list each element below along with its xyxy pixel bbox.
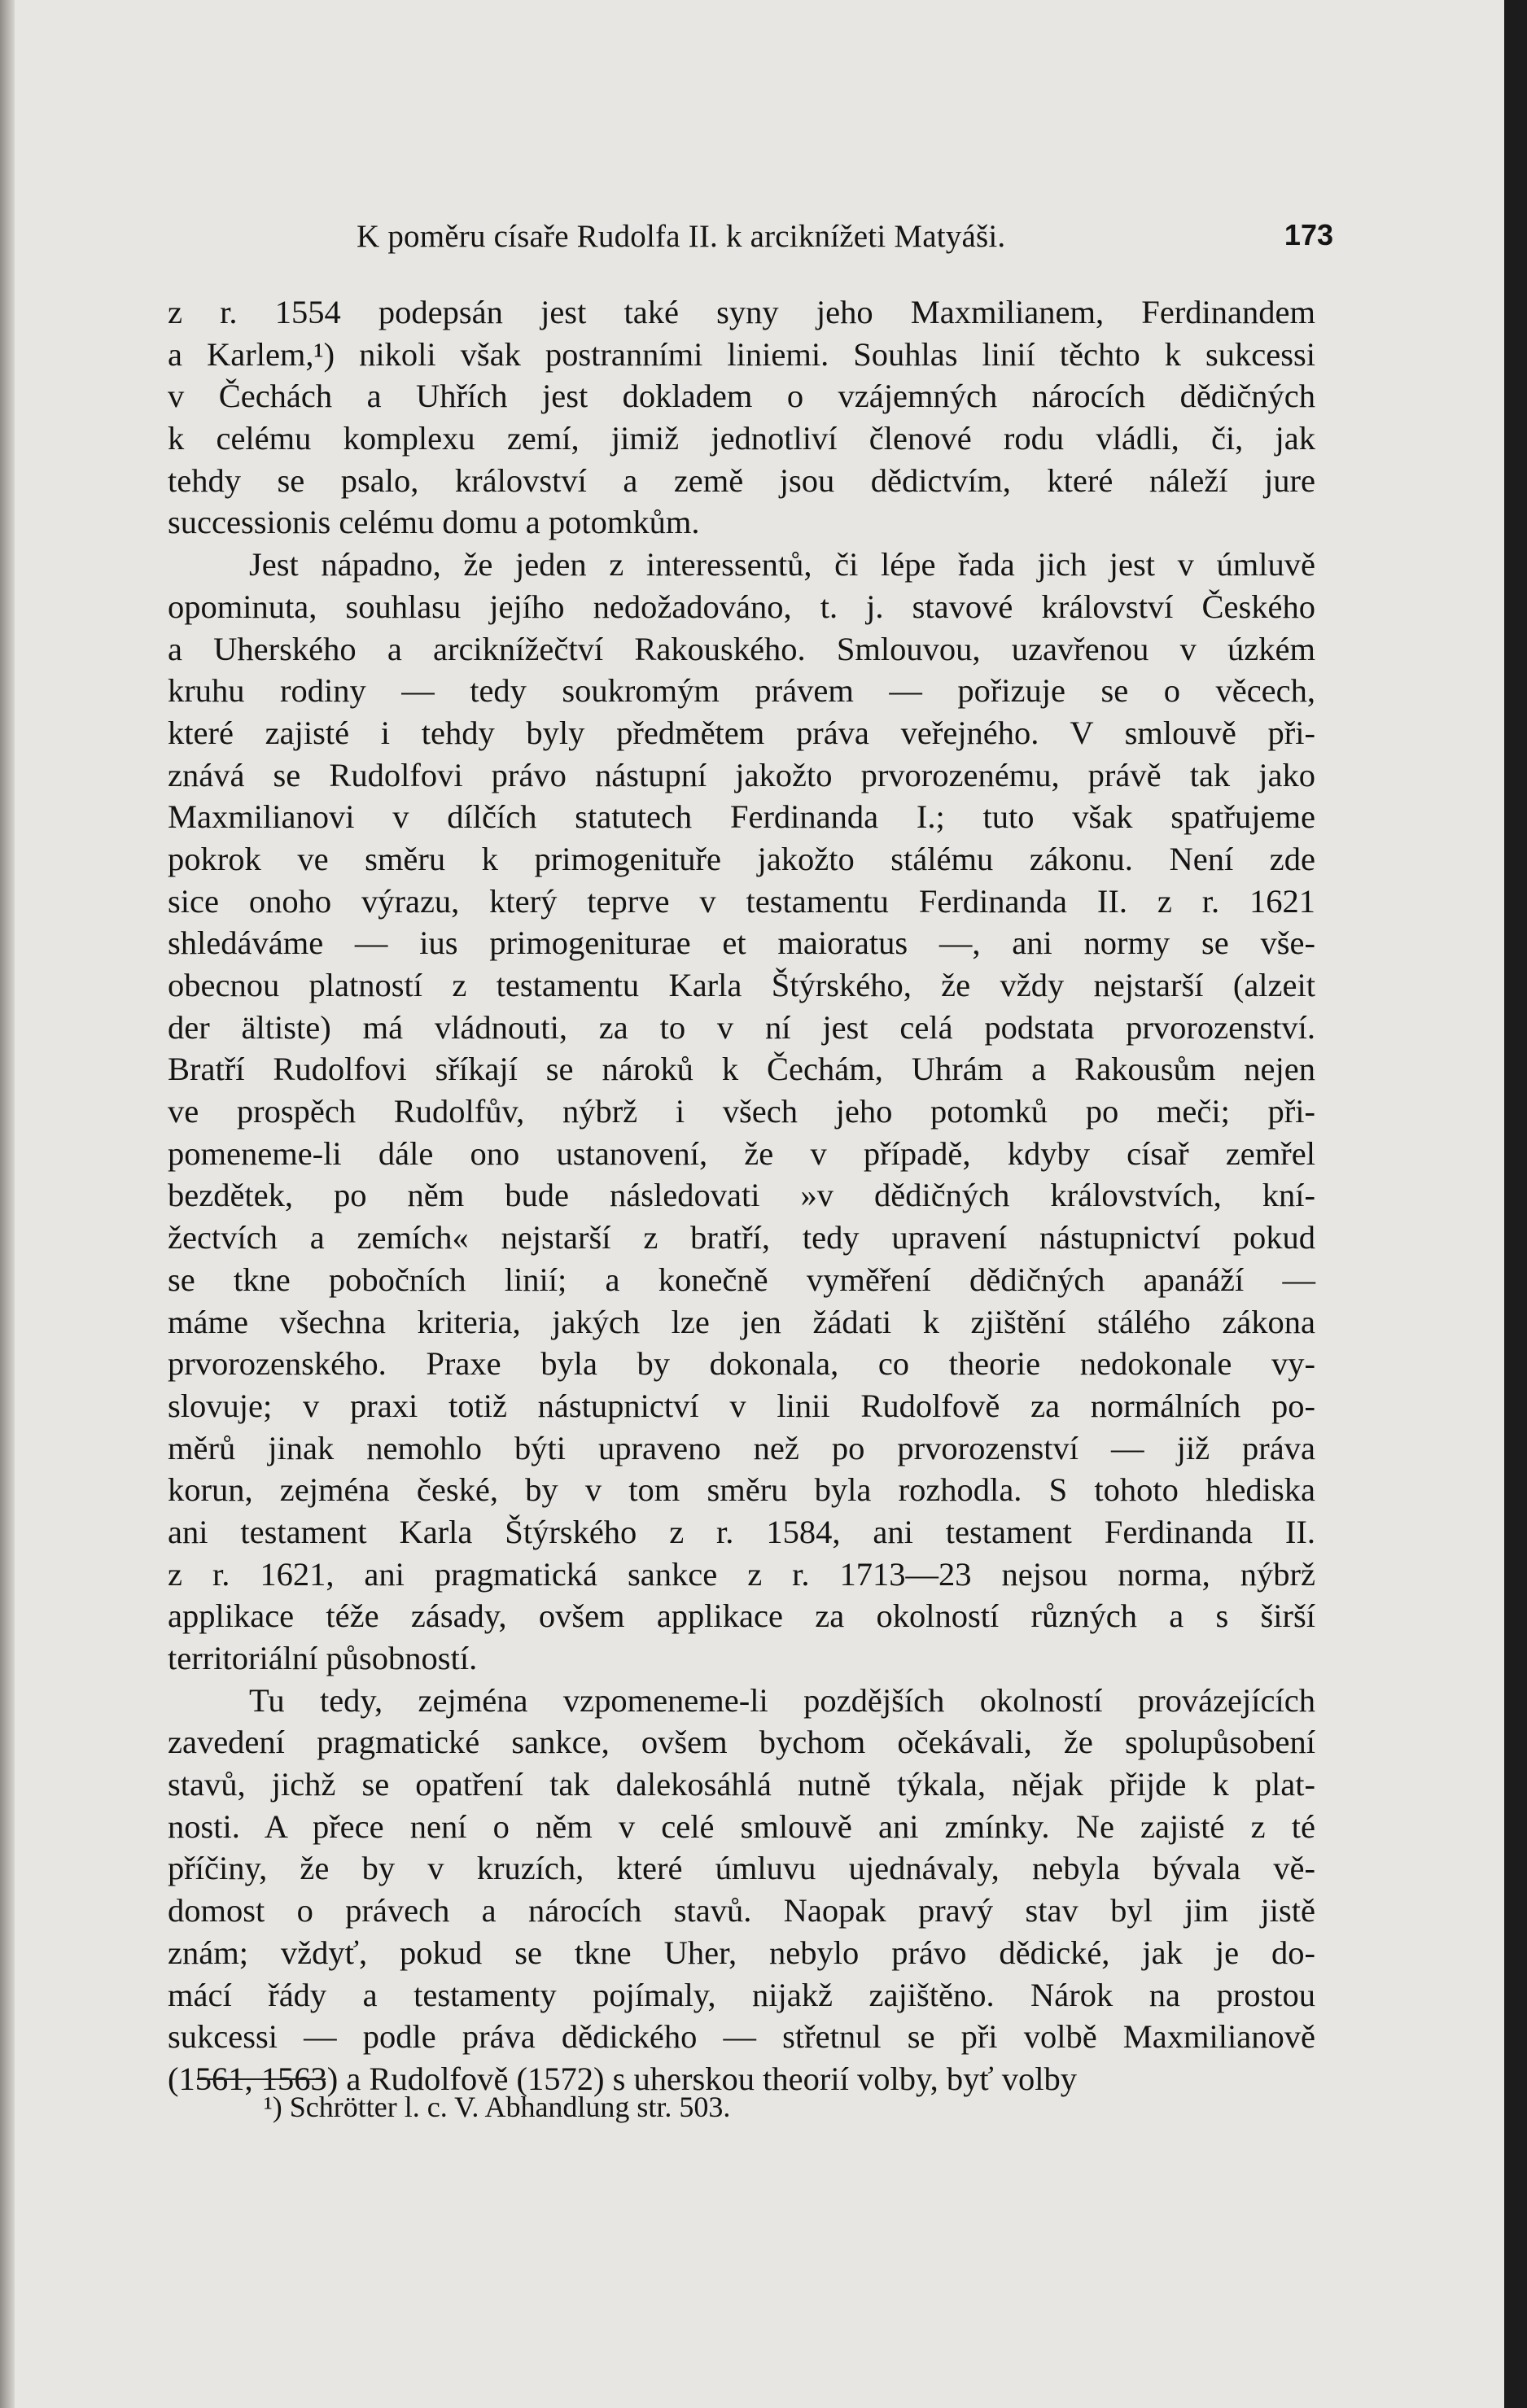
scan-edge-left: [0, 0, 15, 2408]
text-line: znám; vždyť, pokud se tkne Uher, nebylo právo dědické, jak je do-: [168, 1934, 1315, 1971]
text-line: tehdy se psalo, království a země jsou dědictvím, které náleží jure: [168, 461, 1315, 499]
text-line: z r. 1554 podepsán jest také syny jeho Maxmilianem, Ferdinandem: [168, 294, 1315, 330]
paragraph: [168, 1680, 1315, 2100]
text-line: obecnou platností z testamentu Karla Štýrského, že vždy nejstarší (alzeit: [168, 967, 1315, 1003]
text-line: Jest nápadno, že jeden z interessentů, či lépe řada jich jest v úmluvě: [249, 546, 1315, 583]
text-line: a Karlem,¹) nikoli však postranními liniemi. Souhlas linií těchto k sukcessi: [168, 335, 1315, 373]
text-line: měrů jinak nemohlo býti upraveno než po prvorozenství — již práva: [168, 1429, 1315, 1466]
text-line: Tu tedy, zejména vzpomeneme-li pozdějších okolností provázejících: [249, 1681, 1315, 1719]
text-line: znává se Rudolfovi právo nástupní jakožto prvorozenému, právě tak jako: [168, 756, 1315, 793]
text-line: pomeneme-li dále ono ustanovení, že v případě, kdyby císař zemřel: [168, 1134, 1315, 1172]
text-line: se tkne pobočních linií; a konečně vyměření dědičných apanáží —: [168, 1261, 1315, 1298]
text-line: bezdětek, po něm bude následovati »v dědičných královstvích, kní-: [168, 1177, 1315, 1214]
body-text: [168, 291, 1315, 2100]
text-line: mácí řády a testamenty pojímaly, nijakž zajištěno. Nárok na prostou: [168, 1976, 1315, 2013]
text-line: stavů, jichž se opatření tak dalekosáhlá nutně týkala, nějak přijde k plat-: [168, 1766, 1315, 1803]
page-number: 173: [1284, 218, 1333, 251]
text-line: k celému komplexu zemí, jimiž jednotliví členové rodu vládli, či, jak: [168, 420, 1315, 457]
text-line: které zajisté i tehdy byly předmětem práva veřejného. V smlouvě při-: [168, 714, 1315, 751]
text-line: z r. 1621, ani pragmatická sankce z r. 1713—23 nejsou norma, nýbrž: [168, 1555, 1315, 1593]
text-line: pokrok ve směru k primogenituře jakožto stálému zákonu. Není zde: [168, 840, 1315, 877]
text-line: Bratří Rudolfovi sříkají se nároků k Čechám, Uhrám a Rakousům nejen: [168, 1051, 1315, 1088]
text-line: v Čechách a Uhřích jest dokladem o vzájemných nárocích dědičných: [168, 378, 1315, 415]
text-line: zavedení pragmatické sankce, ovšem bychom očekávali, že spolupůsobení: [168, 1724, 1315, 1761]
text-line: applikace téže zásady, ovšem applikace za okolností různých a s širší: [168, 1597, 1315, 1635]
text-line: sice onoho výrazu, který teprve v testamentu Ferdinanda II. z r. 1621: [168, 882, 1315, 920]
text-line: korun, zejména české, by v tom směru byla rozhodla. S tohoto hlediska: [168, 1471, 1315, 1509]
text-line: ani testament Karla Štýrského z r. 1584, ani testament Ferdinanda II.: [168, 1513, 1315, 1550]
text-line: domost o právech a nárocích stavů. Naopak pravý stav byl jim jistě: [168, 1892, 1315, 1929]
text-line: der ältiste) má vládnouti, za to v ní jest celá podstata prvorozenství.: [168, 1008, 1315, 1046]
text-line: sukcessi — podle práva dědického — střetnul se při volbě Maxmilianově: [168, 2018, 1315, 2056]
text-line: prvorozenského. Praxe byla by dokonala, co theorie nedokonale vy-: [168, 1345, 1315, 1383]
text-line: kruhu rodiny — tedy soukromým právem — pořizuje se o věcech,: [168, 672, 1315, 710]
page-header: [357, 218, 1333, 264]
text-line: a Uherského a arciknížečtví Rakouského. Smlouvou, uzavřenou v úzkém: [168, 630, 1315, 667]
paragraph: [168, 291, 1315, 544]
text-line: successionis celému domu a potomkům.: [168, 504, 700, 541]
book-page: [15, 0, 1504, 2408]
text-line: máme všechna kriteria, jakých lze jen žádati k zjištění stálého zákona: [168, 1303, 1315, 1340]
text-line: opominuta, souhlasu jejího nedožadováno, t. j. stavové království Českého: [168, 588, 1315, 625]
text-line: ve prospěch Rudolfův, nýbrž i všech jeho potomků po meči; při-: [168, 1093, 1315, 1130]
text-line: příčiny, že by v kruzích, které úmluvu ujednávaly, nebyla bývala vě-: [168, 1850, 1315, 1887]
scan-edge-right: [1504, 0, 1527, 2408]
text-line: slovuje; v praxi totiž nástupnictví v linii Rudolfově za normálních po-: [168, 1387, 1315, 1424]
text-line: territoriální působností.: [168, 1640, 478, 1676]
text-line: nosti. A přece není o něm v celé smlouvě ani zmínky. Ne zajisté z té: [168, 1807, 1315, 1845]
running-head: K poměru císaře Rudolfa II. k arciknížeti Matyáši.: [357, 219, 1006, 254]
text-line: Maxmilianovi v dílčích statutech Ferdinanda I.; tuto však spatřujeme: [168, 798, 1315, 836]
paragraph: [168, 544, 1315, 1680]
footnote: ¹) Schrötter l. c. V. Abhandlung str. 503.: [264, 2091, 731, 2123]
footnote-rule: [197, 2078, 326, 2080]
text-line: žectvích a zemích« nejstarší z bratří, tedy upravení nástupnictví pokud: [168, 1219, 1315, 1256]
text-line: shledáváme — ius primogeniturae et maioratus —, ani normy se vše-: [168, 924, 1315, 962]
text-line: (1561, 1563) a Rudolfově (1572) s uherskou theorií volby, byť volby: [168, 2060, 1078, 2097]
